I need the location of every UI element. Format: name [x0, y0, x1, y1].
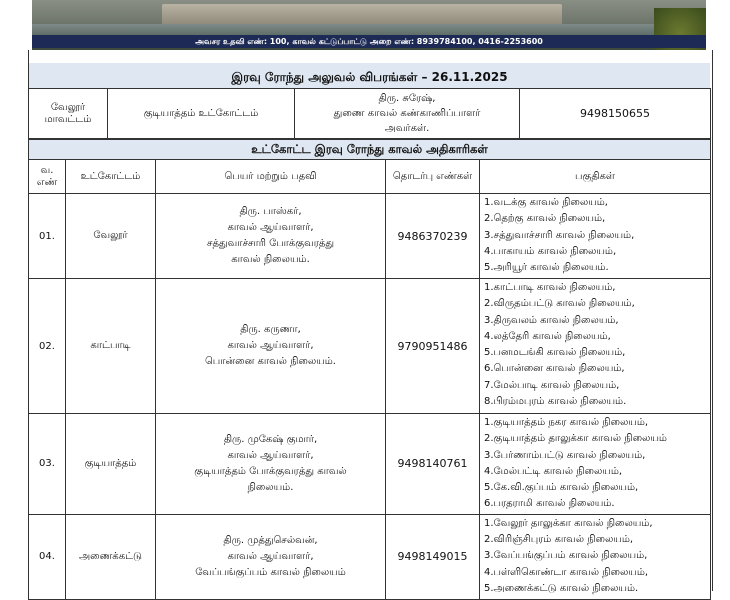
officer-line: காவல் நிலையம். [231, 254, 310, 265]
col-header-contact: தொடர்பு எண்கள் [386, 160, 480, 194]
officer-line: பொன்னை காவல் நிலையம். [204, 356, 336, 367]
row-subdivision: குடியாத்தம் [66, 414, 156, 515]
district-name: வேலூர் மாவட்டம் [29, 89, 108, 139]
row-phone: 9486370239 [386, 194, 480, 279]
officer-line: வேப்பங்குப்பம் காவல் நிலையம் [195, 566, 346, 578]
area-item: 1.குடியாத்தம் நகர காவல் நிலையம், [484, 417, 649, 428]
row-subdivision: அணைக்கட்டு [66, 514, 156, 599]
officer-line: திரு. சுரேஷ், [378, 93, 436, 104]
area-item: 3.சத்துவாச்சாரி காவல் நிலையம், [484, 229, 635, 241]
report-title: இரவு ரோந்து அலுவல் விபரங்கள் – 26.11.2025 [29, 63, 710, 88]
row-sno: 03. [29, 414, 66, 515]
row-phone: 9498140761 [386, 414, 480, 515]
area-item: 2.விருதம்பட்டு காவல் நிலையம், [484, 298, 635, 310]
officer-line: நிலையம். [247, 481, 294, 493]
area-item: 4.லத்தேரி காவல் நிலையம், [484, 330, 611, 342]
officer-line: துணை காவல் கண்காணிப்பாளர் [333, 108, 481, 119]
district-officer [295, 89, 520, 139]
row-subdivision: வேலூர் [66, 194, 156, 279]
area-item: 5.அரியூர் காவல் நிலையம். [484, 262, 609, 274]
officer-line: காவல் ஆய்வாளர், [227, 340, 314, 351]
area-item: 1.வேலூர் தாலுக்கா காவல் நிலையம், [484, 517, 653, 529]
district-phone: 9498150655 [520, 89, 711, 139]
area-item: 5.பனமடங்கி காவல் நிலையம், [484, 347, 626, 359]
row-phone: 9498149015 [386, 514, 480, 599]
officer-line: அவர்கள். [384, 123, 430, 134]
row-officer [156, 414, 386, 515]
row-sno: 01. [29, 194, 66, 279]
officer-line: திரு. பாஸ்கர், [239, 206, 302, 217]
row-sno: 02. [29, 279, 66, 414]
officer-line: காவல் ஆய்வாளர், [227, 550, 314, 562]
area-item: 7.மேல்பாடி காவல் நிலையம், [484, 379, 620, 391]
header-banner-image [32, 0, 706, 50]
area-item: 8.பிரம்மபுரம் காவல் நிலையம். [484, 396, 627, 408]
district-subdivision: குடியாத்தம் உட்கோட்டம் [108, 89, 295, 139]
area-item: 2.குடியாத்தம் தாலுக்கா காவல் நிலையம் [484, 433, 667, 445]
col-header-name: பெயர் மற்றும் பதவி [156, 160, 386, 194]
row-areas [480, 414, 711, 515]
area-item: 3.வேப்பங்குப்பம் காவல் நிலையம், [484, 550, 648, 562]
row-sno: 04. [29, 514, 66, 599]
area-item: 3.பேர்ணாம்பட்டு காவல் நிலையம், [484, 449, 646, 461]
area-item: 1.வடக்கு காவல் நிலையம், [484, 197, 608, 208]
row-phone: 9790951486 [386, 279, 480, 414]
area-item: 3.திருவலம் காவல் நிலையம், [484, 314, 619, 326]
officer-line: சத்துவாச்சாரி போக்குவரத்து [206, 238, 335, 249]
row-areas [480, 514, 711, 599]
officer-line: காவல் ஆய்வாளர், [227, 449, 314, 461]
section-title: உட்கோட்ட இரவு ரோந்து காவல் அதிகாரிகள் [29, 140, 711, 160]
area-item: 6.பரதராமி காவல் நிலையம். [484, 498, 615, 510]
area-item: 4.பாகாயம் காவல் நிலையம், [484, 245, 617, 257]
table-row [29, 414, 711, 515]
table-row [29, 279, 711, 414]
row-areas [480, 194, 711, 279]
officer-line: திரு. கருணா, [240, 324, 301, 335]
officer-line: திரு. முத்துசெல்வன், [223, 534, 318, 546]
area-item: 4.பள்ளிகொண்டா காவல் நிலையம், [484, 566, 649, 578]
col-header-areas: பகுதிகள் [480, 160, 711, 194]
col-header-subdivision: உட்கோட்டம் [66, 160, 156, 194]
area-item: 6.பொன்னை காவல் நிலையம், [484, 363, 625, 375]
area-item: 2.தெற்கு காவல் நிலையம், [484, 213, 606, 225]
row-officer [156, 194, 386, 279]
district-info-table [28, 88, 711, 139]
emergency-contact-line: அவசர உதவி எண்: 100, காவல் கட்டுப்பாட்டு அறை எண்: 8939784100, 0416-2253600 [32, 35, 706, 48]
row-subdivision: காட்பாடி [66, 279, 156, 414]
officer-line: காவல் ஆய்வாளர், [227, 222, 314, 233]
area-item: 1.காட்பாடி காவல் நிலையம், [484, 282, 616, 293]
row-officer [156, 279, 386, 414]
officer-line: குடியாத்தம் போக்குவரத்து காவல் [194, 465, 347, 477]
row-officer [156, 514, 386, 599]
fort-wall-graphic [162, 4, 562, 26]
col-header-sno: வ. எண் [29, 160, 66, 194]
night-patrol-officers-table [28, 139, 711, 600]
officer-line: திரு. முகேஷ் குமார், [223, 433, 318, 445]
area-item: 5.அணைக்கட்டு காவல் நிலையம். [484, 582, 639, 594]
area-item: 5.கே.வி.குப்பம் காவல் நிலையம், [484, 482, 639, 494]
area-item: 2.விரிஞ்சிபுரம் காவல் நிலையம், [484, 534, 634, 546]
row-areas [480, 279, 711, 414]
table-row [29, 514, 711, 599]
area-item: 4.மேல்பட்டி காவல் நிலையம், [484, 465, 623, 477]
table-row [29, 194, 711, 279]
